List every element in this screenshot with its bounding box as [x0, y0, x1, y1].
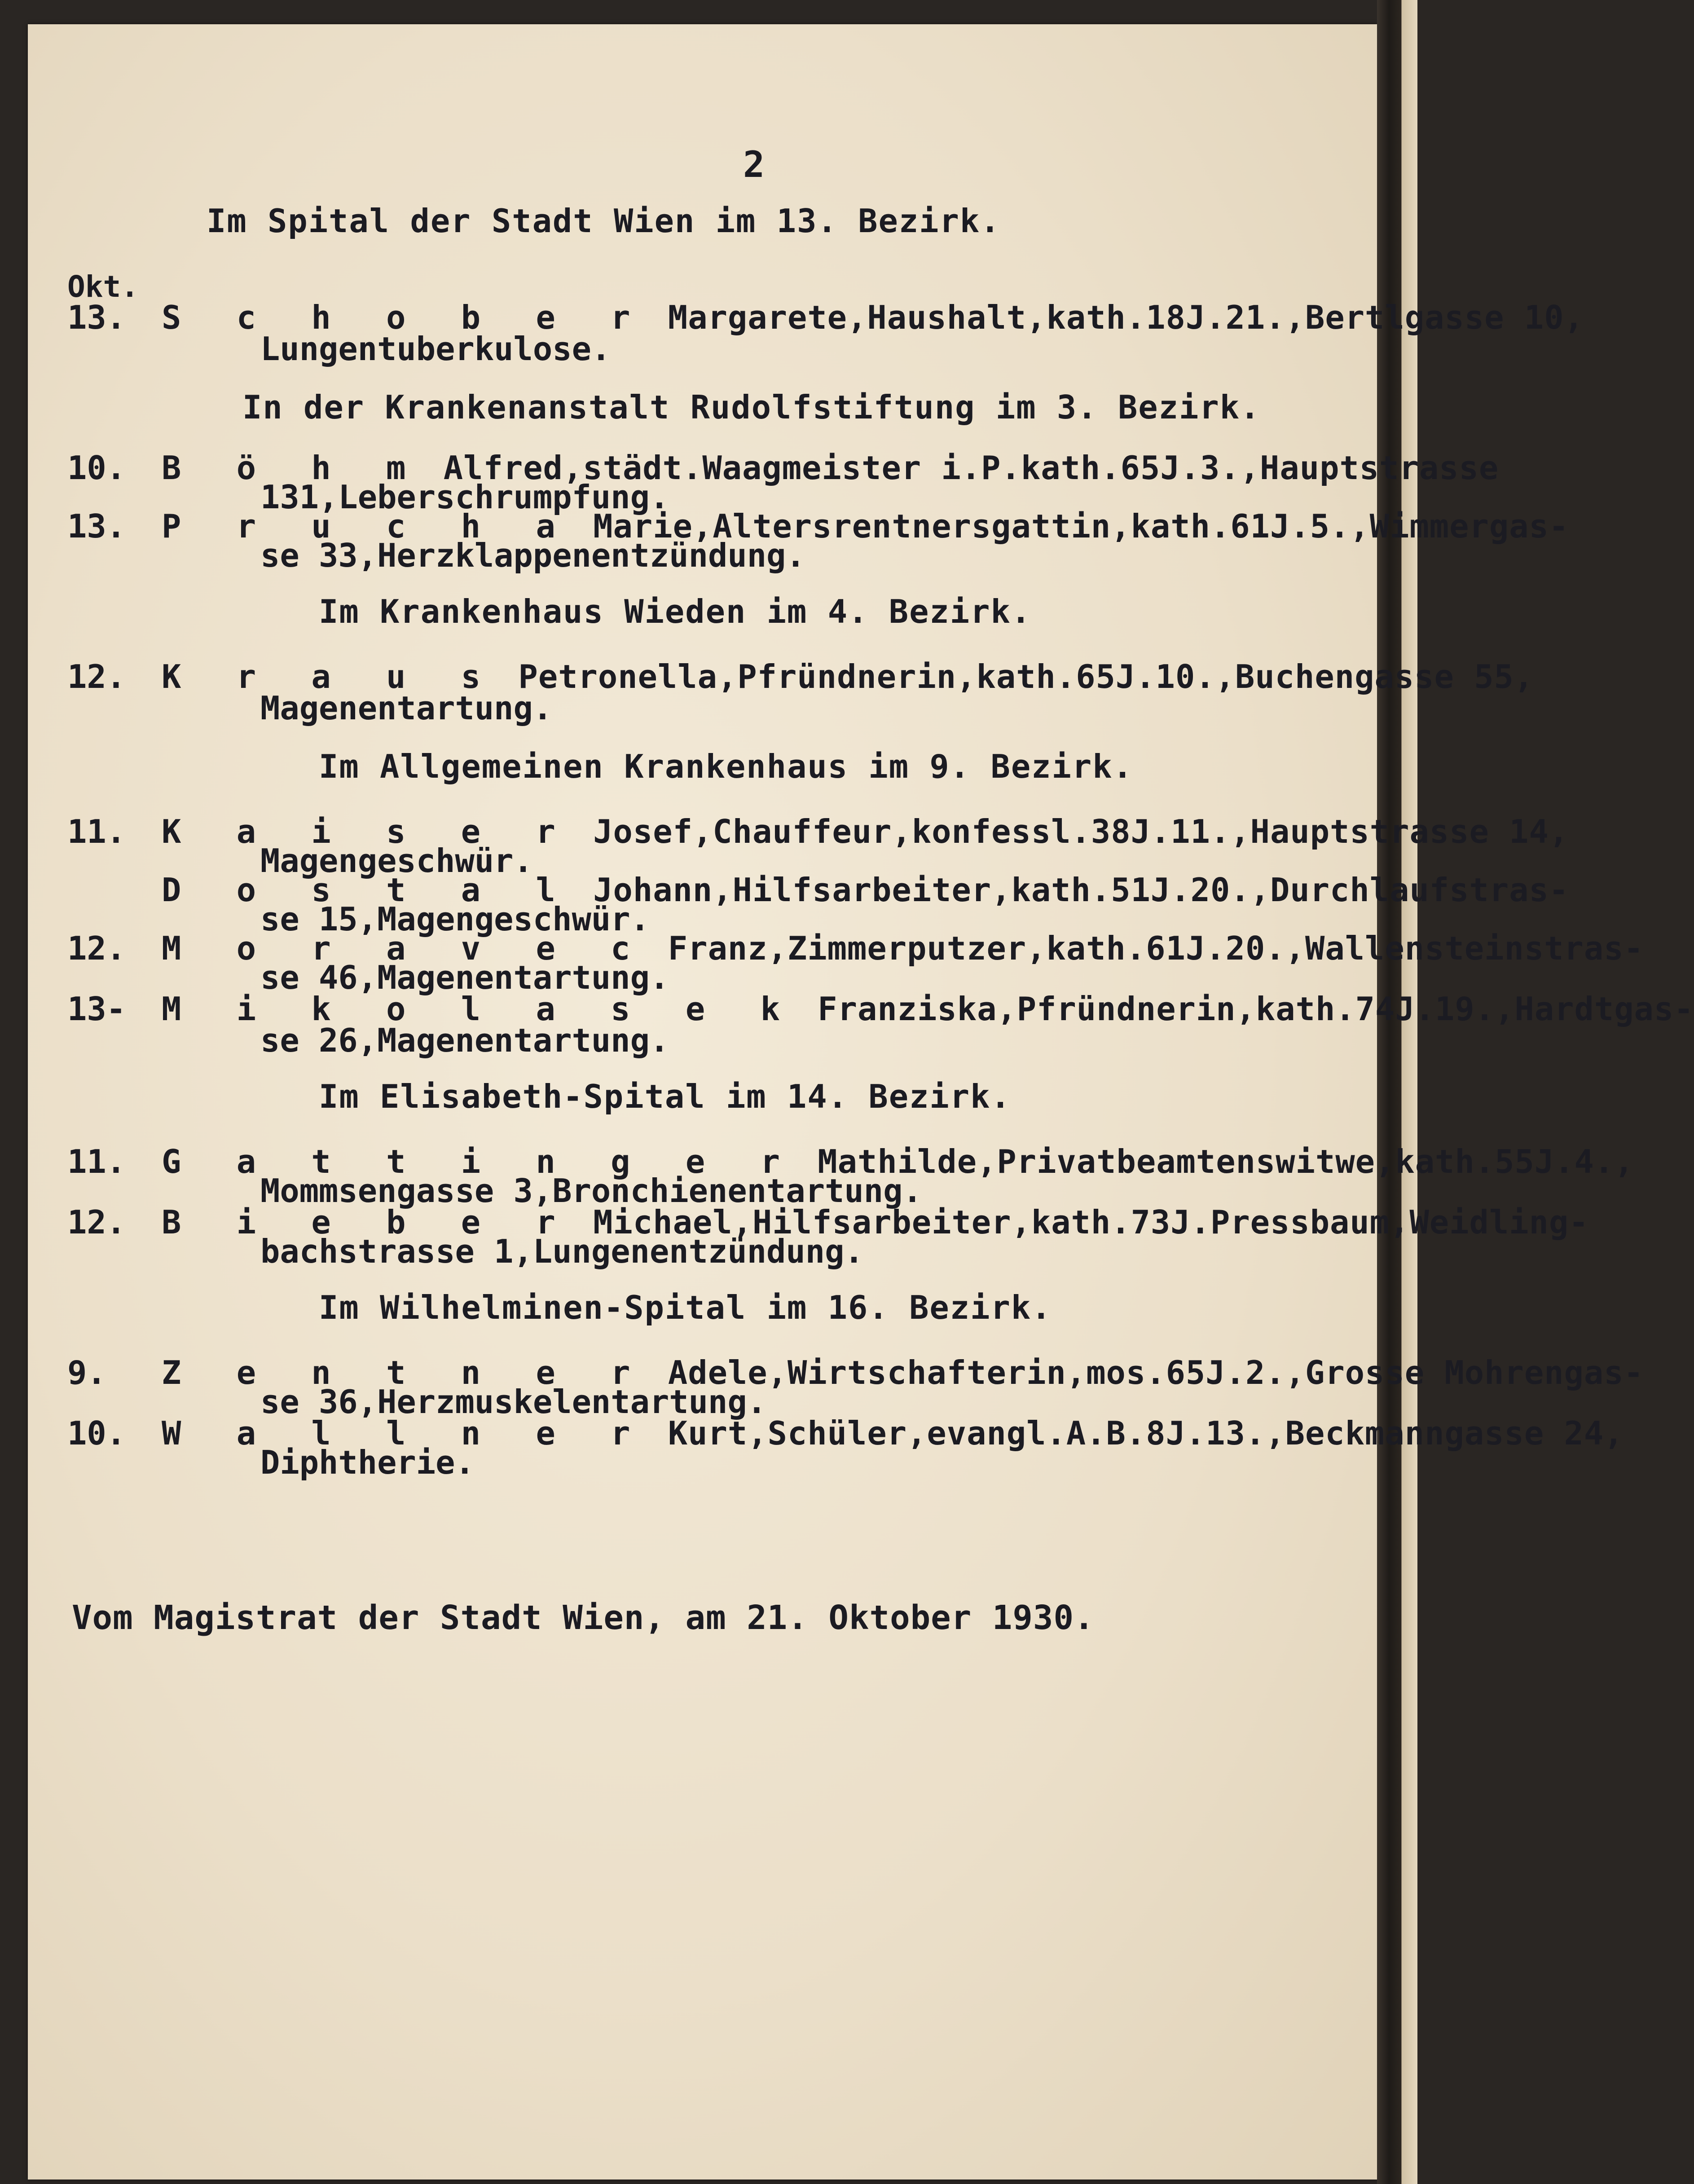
entry-day: 10. [67, 449, 126, 487]
entry-details: Marie,Altersrentnersgattin,kath.61J.5.,Wimmergas- [593, 507, 1569, 545]
entry-continuation: Diphtherie. [260, 1444, 475, 1481]
entry-details: Alfred,städt.Waagmeister i.P.kath.65J.3.,Hauptstrasse [443, 449, 1499, 487]
entry-day: 12. [67, 929, 126, 967]
entry-continuation: se 26,Magenentartung. [260, 1022, 669, 1059]
entry-day: 12. [67, 1203, 126, 1241]
entry-name: Z e n t n e r [162, 1354, 648, 1391]
entry-details: Michael,Hilfsarbeiter,kath.73J.Pressbaum,Weidling- [593, 1203, 1589, 1241]
entry-continuation: Magenentartung. [260, 689, 553, 727]
month-label: Okt. [67, 269, 139, 304]
entry-name: P r u c h a [162, 507, 573, 545]
section-header: Im Spital der Stadt Wien im 13. Bezirk. [207, 202, 1001, 240]
section-header: Im Wilhelminen-Spital im 16. Bezirk. [319, 1289, 1052, 1326]
entry-day: 10. [67, 1414, 126, 1452]
entry-name: G a t t i n g e r [162, 1143, 798, 1180]
footer-signature-line: Vom Magistrat der Stadt Wien, am 21. Oktober 1930. [72, 1598, 1095, 1637]
entry-details: Mathilde,Privatbeamtenswitwe,kath.55J.4., [818, 1143, 1634, 1180]
section-header: In der Krankenanstalt Rudolfstiftung im 3. Bezirk. [242, 388, 1261, 426]
entry-continuation: bachstrasse 1,Lungenentzündung. [260, 1233, 864, 1270]
entry-day: 13. [67, 507, 126, 545]
entry-day: 9. [67, 1354, 106, 1391]
entry-details: Petronella,Pfründnerin,kath.65J.10.,Buchengasse 55, [518, 658, 1534, 696]
entry-day: 11. [67, 813, 126, 850]
entry-continuation: Mommsengasse 3,Bronchienentartung. [260, 1172, 922, 1210]
entry-name: S c h o b e r [162, 299, 648, 336]
entry-name: D o s t a l [162, 871, 573, 909]
entry-continuation: se 36,Herzmuskelentartung. [260, 1383, 767, 1421]
entry-continuation: Magengeschwür. [260, 842, 533, 880]
entry-details: Johann,Hilfsarbeiter,kath.51J.20.,Durchlaufstras- [593, 871, 1569, 909]
entry-continuation: se 15,Magengeschwür. [260, 900, 650, 938]
entry-name: M i k o l a s e k [162, 990, 798, 1028]
section-header: Im Allgemeinen Krankenhaus im 9. Bezirk. [319, 748, 1133, 785]
section-header: Im Krankenhaus Wieden im 4. Bezirk. [319, 593, 1032, 630]
entry-name: K a i s e r [162, 813, 573, 850]
entry-details: Kurt,Schüler,evangl.A.B.8J.13.,Beckmanngasse 24, [668, 1414, 1624, 1452]
entry-details: Josef,Chauffeur,konfessl.38J.11.,Hauptstrasse 14, [593, 813, 1569, 850]
entry-details: Adele,Wirtschafterin,mos.65J.2.,Grosse Mohrengas- [668, 1354, 1644, 1391]
entry-details: Franz,Zimmerputzer,kath.61J.20.,Wallensteinstras- [668, 929, 1644, 967]
entry-details: Franziska,Pfründnerin,kath.74J.19.,Hardtgas- [818, 990, 1694, 1028]
entry-day: 13. [67, 299, 126, 336]
section-header: Im Elisabeth-Spital im 14. Bezirk. [319, 1078, 1011, 1115]
entry-continuation: se 46,Magenentartung. [260, 959, 669, 996]
entry-name: W a l l n e r [162, 1414, 648, 1452]
entry-day: 11. [67, 1143, 126, 1180]
entry-name: B i e b e r [162, 1203, 573, 1241]
entry-continuation: Lungentuberkulose. [260, 330, 611, 368]
page-number: 2 [743, 144, 765, 185]
entry-name: M o r a v e c [162, 929, 648, 967]
entry-continuation: 131,Leberschrumpfung. [260, 478, 669, 516]
entry-name: K r a u s [162, 658, 499, 696]
entry-details: Margarete,Haushalt,kath.18J.21.,Bertlgasse 10, [668, 299, 1584, 336]
entry-day: 12. [67, 658, 126, 696]
entry-name: B ö h m [162, 449, 424, 487]
entry-continuation: se 33,Herzklappenentzündung. [260, 537, 805, 574]
entry-day: 13- [67, 990, 126, 1028]
handwriting-mark [1376, 1087, 1414, 1248]
